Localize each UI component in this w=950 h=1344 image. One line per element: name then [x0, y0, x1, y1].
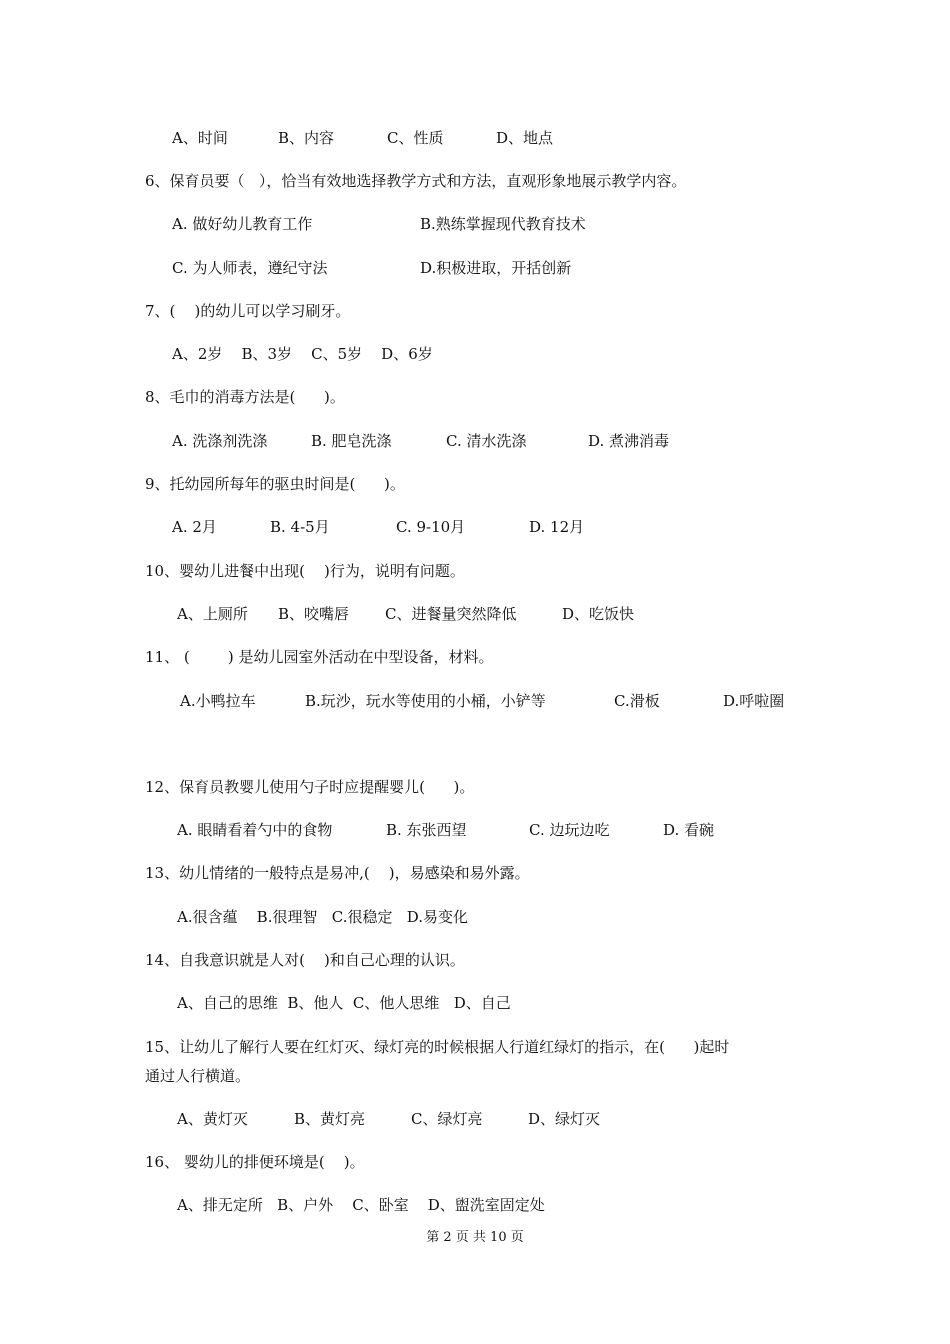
q11-option-a: A.小鸭拉车: [180, 692, 256, 710]
q11-option-b: B.玩沙，玩水等使用的小桶，小铲等: [305, 692, 546, 710]
q7-question: 7、( )的幼儿可以学习刷牙。: [145, 302, 351, 320]
q11-option-d: D.呼啦圈: [723, 692, 785, 710]
q13-question: 13、幼儿情绪的一般特点是易冲,( )，易感染和易外露。: [145, 864, 530, 882]
q14-question: 14、自我意识就是人对( )和自己心理的认识。: [145, 951, 465, 969]
q15-option-a: A、黄灯灭: [177, 1110, 248, 1128]
q8-option-b: B. 肥皂洗涤: [311, 432, 392, 450]
q7-options: A、2岁 B、3岁 C、5岁 D、6岁: [172, 345, 433, 363]
q9-option-c: C. 9-10月: [396, 518, 466, 536]
q10-option-b: B、咬嘴唇: [278, 605, 350, 623]
q13-options: A.很含蕴 B.很理智 C.很稳定 D.易变化: [177, 908, 469, 926]
q5-option-d: D、地点: [496, 129, 554, 147]
q12-option-b: B. 东张西望: [386, 821, 467, 839]
q8-option-d: D. 煮沸消毒: [588, 432, 670, 450]
q15-option-b: B、黄灯亮: [294, 1110, 366, 1128]
q12-option-c: C. 边玩边吃: [529, 821, 610, 839]
q8-option-a: A. 洗涤剂洗涤: [172, 432, 268, 450]
q15-question-line2: 通过人行横道。: [145, 1067, 251, 1085]
q5-option-a: A、时间: [172, 129, 228, 147]
q6-option-b: B.熟练掌握现代教育技术: [420, 215, 586, 233]
q16-question: 16、 婴幼儿的排便环境是( )。: [145, 1153, 365, 1171]
q6-question: 6、保育员要（ ），恰当有效地选择教学方式和方法，直观形象地展示教学内容。: [145, 172, 687, 190]
q5-option-b: B、内容: [278, 129, 335, 147]
q8-option-c: C. 清水洗涤: [446, 432, 527, 450]
q12-option-d: D. 看碗: [663, 821, 715, 839]
q9-option-d: D. 12月: [529, 518, 585, 536]
q10-option-a: A、上厕所: [177, 605, 248, 623]
q5-option-c: C、性质: [387, 129, 444, 147]
q15-option-c: C、绿灯亮: [411, 1110, 483, 1128]
q6-option-a: A. 做好幼儿教育工作: [172, 215, 313, 233]
q8-question: 8、毛巾的消毒方法是( )。: [145, 388, 345, 406]
q9-option-a: A. 2月: [172, 518, 217, 536]
q11-option-c: C.滑板: [614, 692, 660, 710]
q12-option-a: A. 眼睛看着勺中的食物: [177, 821, 333, 839]
q15-question-line1: 15、让幼儿了解行人要在红灯灭、绿灯亮的时候根据人行道红绿灯的指示，在( )起时: [145, 1038, 730, 1056]
q16-options: A、排无定所 B、户外 C、卧室 D、盥洗室固定处: [177, 1196, 545, 1214]
q6-option-c: C. 为人师表，遵纪守法: [172, 259, 328, 277]
q10-question: 10、婴幼儿进餐中出现( )行为，说明有问题。: [145, 562, 465, 580]
q15-option-d: D、绿灯灭: [528, 1110, 601, 1128]
q9-option-b: B. 4-5月: [270, 518, 330, 536]
q14-options: A、自己的思维 B、他人 C、他人思维 D、自己: [177, 994, 511, 1012]
q6-option-d: D.积极进取，开括创新: [420, 259, 572, 277]
q10-option-c: C、进餐量突然降低: [385, 605, 517, 623]
page-footer: 第 2 页 共 10 页: [426, 1230, 524, 1245]
q11-question: 11、 ( ) 是幼儿园室外活动在中型设备，材料。: [145, 648, 494, 666]
q9-question: 9、托幼园所每年的驱虫时间是( )。: [145, 475, 405, 493]
q12-question: 12、保育员教婴儿使用勺子时应提醒婴儿( )。: [145, 778, 475, 796]
q10-option-d: D、吃饭快: [562, 605, 635, 623]
